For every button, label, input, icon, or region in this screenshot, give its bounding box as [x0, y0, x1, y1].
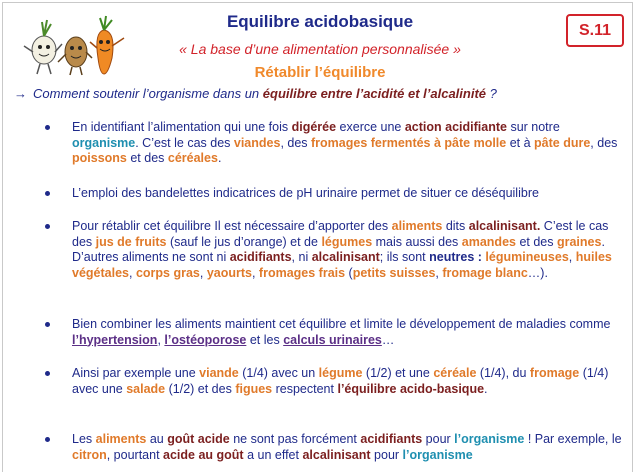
bullet-icon: [45, 371, 50, 376]
page-subtitle: « La base d’une alimentation personnalisée »: [179, 41, 461, 57]
list-item: En identifiant l’alimentation qui une fois digérée exerce une action acidifiante sur notre organisme. C’est le cas des viandes, des fromages fermentés à pâte molle et à pâte dure, des poissons et des céréales.: [72, 120, 624, 167]
page-title: Equilibre acidobasique: [226, 12, 414, 31]
bullet-icon: [45, 437, 50, 442]
list-item: Ainsi par exemple une viande (1/4) avec un légume (1/2) et une céréale (1/4), du fromage (1/4) avec une salade (1/2) et des figues respectent l’équilibre acido-basique.: [72, 366, 624, 397]
bullet-icon: [45, 322, 50, 327]
section-heading: Rétablir l’équilibre: [254, 64, 386, 81]
list-item: L’emploi des bandelettes indicatrices de pH urinaire permet de situer ce déséquilibre: [72, 186, 624, 202]
arrow-right-icon: →: [14, 86, 27, 101]
list-item: Bien combiner les aliments maintient cet équilibre et limite le développement de maladies comme l’hypertension, l’ostéoporose et les calculs urinaires…: [72, 317, 624, 348]
bullet-icon: [45, 224, 50, 229]
list-item: Les aliments au goût acide ne sont pas forcément acidifiants pour l’organisme ! Par exemple, le citron, pourtant acide au goût a un effet alcalinisant pour l’organisme: [72, 432, 624, 463]
bullet-icon: [45, 125, 50, 130]
slide-number-badge: S.11: [566, 14, 624, 47]
bullet-icon: [45, 191, 50, 196]
list-item: Pour rétablir cet équilibre Il est nécessaire d’apporter des aliments dits alcalinisant. C’est le cas des jus de fruits (sauf le jus d’orange) et de légumes mais aussi des amandes et des graines. D’autres aliments ne sont ni acidifiants, ni alcalinisant; ils sont neutres : légumineuses, huiles végétales, corps gras, yaourts, fromages frais (petits suisses, fromage blanc…).: [72, 219, 624, 281]
question-line: → Comment soutenir l’organisme dans un équilibre entre l’acidité et l’alcalinité ?: [14, 86, 497, 101]
